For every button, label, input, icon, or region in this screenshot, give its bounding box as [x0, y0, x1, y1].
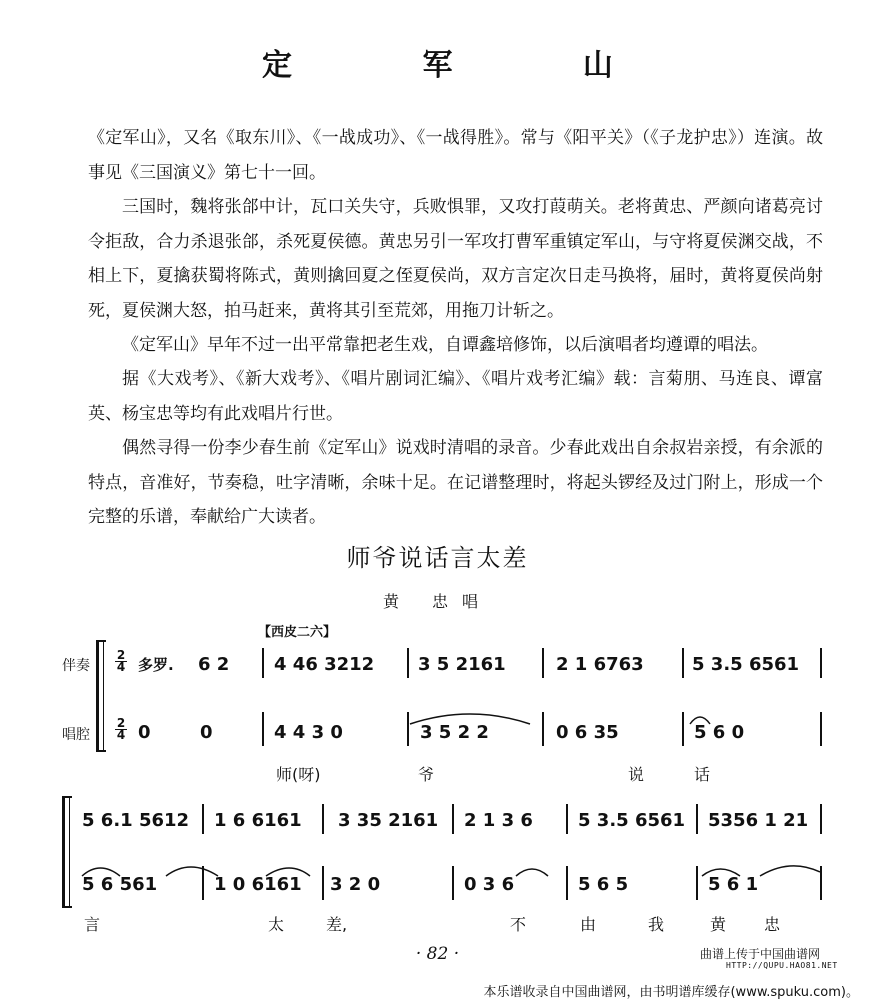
acc-measure: 5356 1 21	[708, 810, 809, 831]
barline	[407, 648, 409, 678]
barline	[262, 648, 264, 678]
lyric: 由	[580, 915, 597, 934]
lyric: 话	[694, 765, 711, 784]
vocal-measure: 5 6 561	[82, 874, 158, 895]
acc-measure: 3 35 2161	[338, 810, 439, 831]
vocal-label: 唱腔	[62, 727, 90, 743]
slur-marks	[80, 852, 820, 882]
acc-measure: 5 3.5 6561	[578, 810, 686, 831]
barline	[820, 648, 822, 678]
page-number: · 82 ·	[415, 944, 460, 964]
lyric: 差,	[326, 915, 348, 934]
barline	[820, 804, 822, 834]
intro-paragraph-3: 《定军山》早年不过一出平常靠把老生戏，自谭鑫培修饰，以后演唱者均遵谭的唱法。	[122, 335, 768, 355]
barline	[322, 804, 324, 834]
footer-note: 本乐谱收录自中国曲谱网，由书明谱库缓存(www.spuku.com)。	[483, 985, 859, 1000]
song-title: 师爷说话言太差	[346, 544, 529, 572]
bracket-cap	[62, 906, 72, 908]
vocal-measure: 0 3 6	[464, 874, 515, 895]
vocal-measure: 0 6 35	[556, 722, 619, 743]
barline	[696, 804, 698, 834]
vocal-measure: 3 2 0	[330, 874, 381, 895]
page-title: 定 军 山	[262, 48, 673, 83]
acc-measure: 5 3.5 6561	[692, 654, 800, 675]
system-bracket-inner	[103, 640, 104, 752]
barline	[452, 804, 454, 834]
vocal-measure: 3 5 2 2	[420, 722, 489, 743]
system-bracket	[96, 640, 99, 752]
time-signature: 2 4	[116, 716, 126, 742]
mode-marking: 【西皮二六】	[258, 625, 337, 640]
intro-paragraph-2: 三国时，魏将张郃中计，瓦口关失守，兵败惧罪，又攻打葭萌关。老将黄忠、严颜向诸葛亮讨令拒敌，合力杀退张郃，杀死夏侯德。黄忠另引一军攻打曹军重镇定军山，与守将夏侯渊交战，不相上下，夏擒获蜀将陈式，黄则擒回夏之侄夏侯尚，双方言定次日走马换将，届时，黄将夏侯尚射死，夏侯渊大怒，拍马赶来，黄将其引至荒郊，用拖刀计斩之。	[88, 197, 823, 321]
singer-credit: 黄 忠唱	[382, 592, 493, 611]
bracket-cap	[96, 640, 106, 642]
time-signature: 2 4	[116, 648, 126, 674]
vocal-measure: 1 0 6161	[214, 874, 302, 895]
lyric: 忠	[764, 915, 781, 934]
slur-marks	[270, 700, 830, 730]
lyric: 太	[268, 915, 285, 934]
barline	[202, 804, 204, 834]
acc-measure: 3 5 2161	[418, 654, 506, 675]
barline	[542, 648, 544, 678]
lyric: 爷	[418, 765, 435, 784]
system-bracket-inner	[69, 796, 70, 908]
intro-paragraph-4: 据《大戏考》、《新大戏考》、《唱片剧词汇编》、《唱片戏考汇编》载：言菊朋、马连良、谭富英、杨宝忠等均有此戏唱片行世。	[88, 369, 823, 424]
watermark-url: HTTP://QUPU.HAO81.NET	[726, 961, 838, 970]
vocal-measure: 4 4 3 0	[274, 722, 343, 743]
barline	[566, 804, 568, 834]
intro-paragraph-5: 偶然寻得一份李少春生前《定军山》说戏时清唱的录音。少春此戏出自余叔岩亲授，有余派的特点，音准好，节奏稳，吐字清晰，余味十足。在记谱整理时，将起头锣经及过门附上，形成一个完整的乐谱，奉献给广大读者。	[88, 438, 823, 527]
lyric: 言	[84, 915, 101, 934]
bracket-cap	[62, 796, 72, 798]
acc-measure: 2 1 6763	[556, 654, 644, 675]
barline	[682, 648, 684, 678]
lyric: 黄	[710, 915, 727, 934]
lyric: 我	[648, 915, 665, 934]
intro-paragraph-1: 《定军山》，又名《取东川》、《一战成功》、《一战得胜》。常与《阳平关》（《子龙护忠》）连演。故事见《三国演义》第七十一回。	[88, 128, 823, 183]
accompaniment-label: 伴奏	[62, 658, 90, 674]
vocal-measure: 0	[200, 722, 213, 743]
bracket-cap	[96, 750, 106, 752]
acc-measure: 5 6.1 5612	[82, 810, 190, 831]
lyric: 不	[510, 915, 527, 934]
vocal-measure: 0	[138, 722, 151, 743]
vocal-measure: 5 6 5	[578, 874, 629, 895]
lyric: 师(呀)	[276, 765, 321, 784]
watermark-title: 曲谱上传于中国曲谱网	[700, 947, 821, 961]
acc-measure: 4 46 3212	[274, 654, 375, 675]
vocal-measure: 5 6 0	[694, 722, 745, 743]
lyric: 说	[628, 765, 645, 784]
acc-measure: 6 2	[198, 654, 230, 675]
barline	[820, 866, 822, 900]
vocal-measure: 5 6 1	[708, 874, 759, 895]
gong-intro: 多罗.	[138, 656, 174, 674]
acc-measure: 2 1 3 6	[464, 810, 533, 831]
acc-measure: 1 6 6161	[214, 810, 302, 831]
system-bracket	[62, 796, 65, 908]
barline	[262, 712, 264, 746]
